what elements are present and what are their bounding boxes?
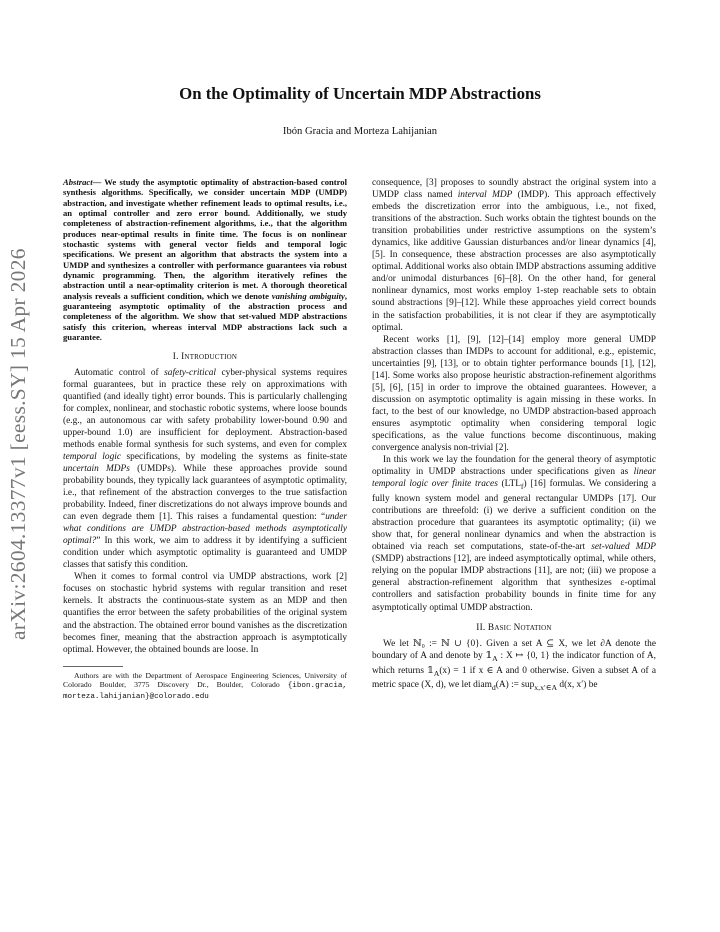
abstract-text-2: , guaranteeing asymptotic optimality of the abstraction process and completeness of the algorithm. We show that set-valued MDP abstractions satisfy this criterion, whereas interval MDP abstractions lack such a guarantee. [63, 290, 347, 343]
author-emails: {ibon.gracia, morteza.lahijanian}@colorado.edu [63, 681, 347, 702]
intro-paragraph-2: When it comes to formal control via UMDP abstractions, work [2] focuses on stochastic hybrid systems with regular transition and reset kernels. It abstracts the continuous-state system as an MDP and then quantifies the error between the safety probabilities of the original system and the abstraction. The obtained error bound vanishes as the discretization becomes finer, meaning that the abstraction approach is asymptotically optimal. However, the obtained bounds are loose. In [63, 572, 347, 655]
arxiv-identifier: arXiv:2604.13377v1 [eess.SY] 15 Apr 2026 [6, 248, 30, 640]
intro-paragraph-3: consequence, [3] proposes to soundly abstract the original system into a UMDP class named interval MDP (IMDP). This approach effectively embeds the discretization error into the ambiguous, i.e., not fixed, transitions of the abstraction. Such works obtain the tightest bounds on the transition probabilities under restrictive assumptions on the system’s dynamics, like additive Gaussian disturbances and/or linear dynamics [4], [5]. In consequence, these abstraction processes are also asymptotically optimal. Additional works also obtain IMDP abstractions assuming additive and/or unimodal disturbances [6]–[8]. On the other hand, for general nonlinear dynamics, most works employ 1-step reachable sets to obtain sound abstractions [9]–[12]. While these approaches yield correct bounds in the satisfaction probabilities, it is not clear if they are asymptotically optimal. [372, 178, 656, 333]
left-column [63, 177, 347, 703]
right-column [372, 177, 656, 694]
author-affiliation-footnote: Authors are with the Department of Aerospace Engineering Sciences, University of Colorado Boulder, 3775 Discovery Dr., Boulder, Colorado {ibon.gracia, morteza.lahijanian}@colorado.edu [63, 670, 347, 702]
section-heading-basic-notation: II. Basic Notation [476, 622, 552, 633]
abstract-label: Abstract [63, 177, 93, 187]
footnote-rule [63, 666, 123, 667]
notation-paragraph-1: We let ℕ₀ := ℕ ∪ {0}. Given a set A ⊆ X, we let ∂A denote the boundary of A and denote by $𝟙_A$ : X ↦ {0, 1} the indicator function of A, which returns $𝟙_A(x) = 1$ if x ∈ A and 0 otherwise. Given a subset A of a metric space (X, d), we let diam$_d$(A) := sup$_{x,x'\in A}$ d(x, x′) be [372, 638, 656, 693]
section-heading-introduction: I. Introduction [172, 351, 238, 362]
intro-paragraph-1: Automatic control of safety-critical cyber-physical systems requires formal guarantees, but in practice these rely on approximations with quantified (and ideally tight) error bounds. This is particularly challenging for complex, nonlinear, and stochastic robotic systems, where loose bounds (e.g., an autonomous car with safety probability lower-bound 0.90 and upper-bound 1.0) are insufficient for deployment. Abstraction-based methods enable formal synthesis for such systems, and even for complex temporal logic specifications, by modeling the systems as finite-state uncertain MDPs (UMDPs). While these approaches provide sound probability bounds, they typically lack guarantees of asymptotic optimality, i.e., that refinement of the abstraction converges to the true satisfaction probability. Indeed, finer discretizations do not always improve bounds and can even degrade them [1]. This raises a fundamental question: “under what conditions are UMDP abstraction-based methods asymptotically optimal?” In this work, we aim to address it by identifying a sufficient condition under which asymptotic optimality is guaranteed and UMDP classes that satisfy this condition. [63, 367, 347, 571]
abstract-italic-term: vanishing ambiguity [271, 290, 345, 301]
abstract-text-1: — We study the asymptotic optimality of abstraction-based control synthesis algorithms. Specifically, we consider uncertain MDP (UMDP) abstraction, and investigate whether refinement leads to optimal results, i.e., an optimal controller and zero error bound. Additionally, we study completeness of abstraction-refinement algorithms, i.e., that the algorithm produces near-optimal results in finite time. The focus is on nonlinear stochastic systems with general vector fields and temporal logic specifications. We present an algorithm that abstracts the system into a UMDP and synthesizes a controller with performance guarantees via robust dynamic programming. Then, the algorithm iteratively refines the abstraction until a near-optimality criterion is met. A thorough theoretical analysis reveals a sufficient condition, which we denote [63, 177, 347, 301]
intro-paragraph-4: Recent works [1], [9], [12]–[14] employ more general UMDP abstraction classes than IMDPs to account for additional, e.g., epistemic, uncertainties [9], [13], or to obtain tighter performance bounds [1], [12], [14]. Some works also propose heuristic abstraction-refinement algorithms [5], [6], [15] in order to improve the obtained guarantees. However, a discussion on asymptotic optimality is again missing in these works. In fact, to the best of our knowledge, no UMDP abstraction-based approach ensures asymptotic optimality when considering temporal logic specifications, as the value functions become discontinuous, making convergence analysis non-trivial [2]. [372, 334, 656, 454]
intro-paragraph-5: In this work we lay the foundation for the general theory of asymptotic optimality in UMDP abstractions under specifications given as linear temporal logic over finite traces $(LTL_f)$ [16] formulas. We considering a fully known system model and general rectangular UMDPs [17]. Our contributions are threefold: (i) we derive a sufficient condition on the abstraction procedure that guarantees its asymptotic optimality; (ii) we show that, for general nonlinear dynamics and when the abstraction is obtained via reach set computations, state-of-the-art set-valued MDP (SMDP) abstractions [12], are indeed asymptotically optimal, while others, relying on the popular IMDP abstractions [11], are not; (iii) we propose a general abstraction-refinement algorithm that synthesizes ε-optimal controllers and satisfaction probability bounds in finite time for any asymptotically optimal UMDP abstraction. [372, 455, 657, 613]
paper-title: On the Optimality of Uncertain MDP Abstractions [179, 84, 541, 103]
abstract [63, 177, 347, 343]
paper-authors: Ibón Gracia and Morteza Lahijanian [282, 126, 438, 137]
